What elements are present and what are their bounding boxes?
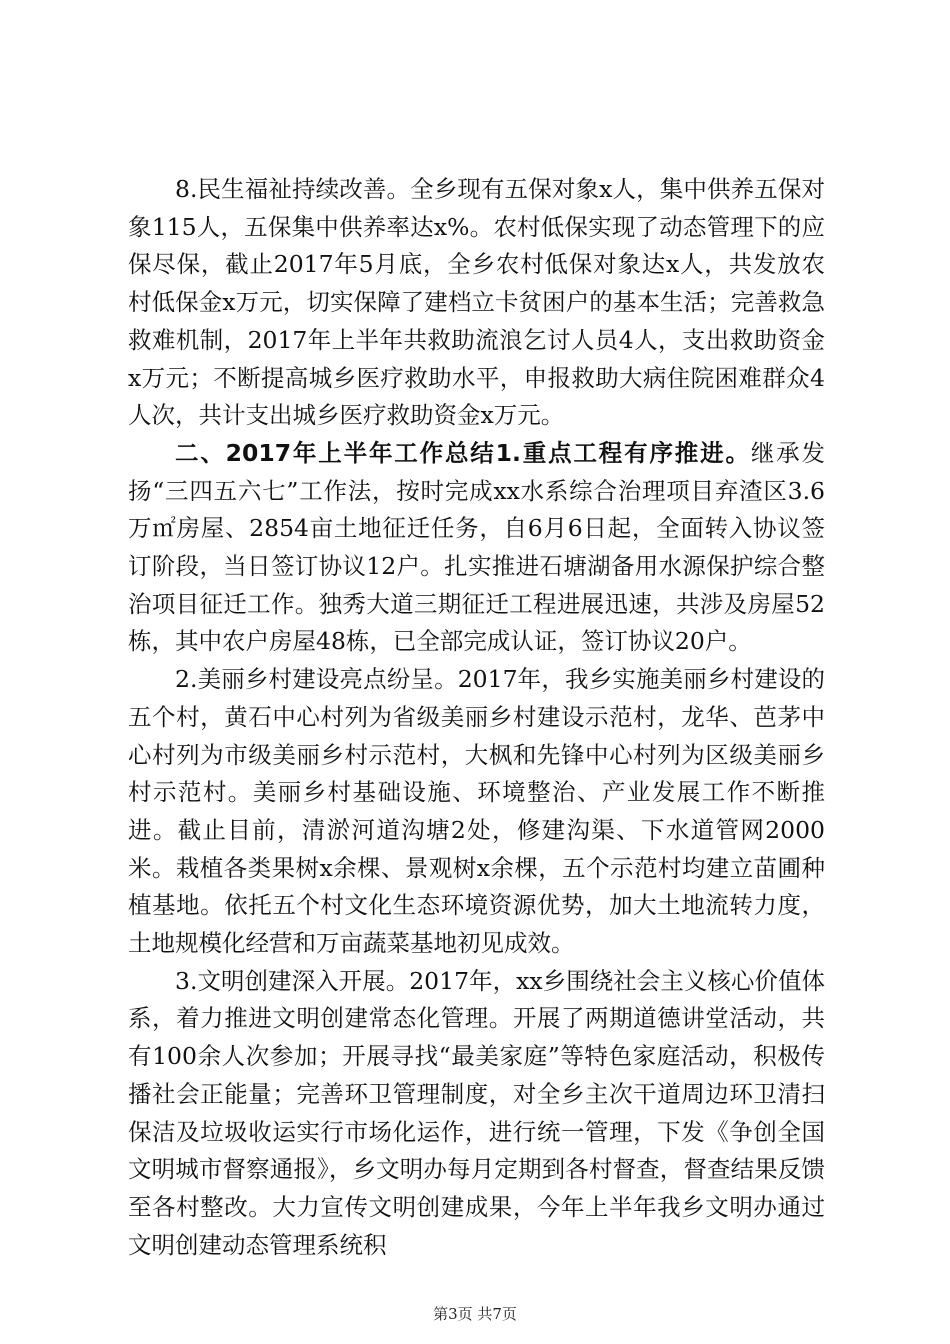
paragraph-key-projects [128, 435, 825, 661]
page-number: 第3页 共7页 [433, 1305, 517, 1323]
paragraph-livelihood: 8.民生福祉持续改善。全乡现有五保对象x人，集中供养五保对象115人，五保集中供养率达x%。农村低保实现了动态管理下的应保尽保，截止2017年5月底，全乡农村低保对象达x人，共发放农村低保金x万元，切实保障了建档立卡贫困户的基本生活；完善救急救难机制，2017年上半年共救助流浪乞讨人员4人，支出救助资金x万元；不断提高城乡医疗救助水平，申报救助大病住院困难群众4人次，共计支出城乡医疗救助资金x万元。 [128, 175, 825, 430]
paragraph-civilization: 3.文明创建深入开展。2017年，xx乡围绕社会主义核心价值体系，着力推进文明创建常态化管理。开展了两期道德讲堂活动，共有100余人次参加；开展寻找“最美家庭”等特色家庭活动，积极传播社会正能量；完善环卫管理制度，对全乡主次干道周边环卫清扫保洁及垃圾收运实行市场化运作，进行统一管理，下发《争创全国文明城市督察通报》，乡文明办每月定期到各村督查，督查结果反馈至各村整改。大力宣传文明创建成果，今年上半年我乡文明办通过文明创建动态管理系统积 [128, 966, 825, 1259]
document-body [128, 171, 825, 1264]
section-heading: 二、2017年上半年工作总结1.重点工程有序推进。 [175, 438, 751, 467]
paragraph-key-projects-body: 继承发扬“三四五六七”工作法，按时完成xx水系综合治理项目弃渣区3.6万㎡房屋、2854亩土地征迁任务，自6月6日起，全面转入协议签订阶段，当日签订协议12户。扎实推进石塘湖备用水源保护综合整治项目征迁工作。独秀大道三期征迁工程进展迅速，共涉及房屋52栋，其中农户房屋48栋，已全部完成认证，签订协议20户。 [128, 438, 826, 656]
paragraph-beautiful-village: 2.美丽乡村建设亮点纷呈。2017年，我乡实施美丽乡村建设的五个村，黄石中心村列为省级美丽乡村建设示范村，龙华、芭茅中心村列为市级美丽乡村示范村，大枫和先锋中心村列为区级美丽乡村示范村。美丽乡村基础设施、环境整治、产业发展工作不断推进。截止目前，清淤河道沟塘2处，修建沟渠、下水道管网2000米。栽植各类果树x余棵、景观树x余棵，五个示范村均建立苗圃种植基地。依托五个村文化生态环境资源优势，加大土地流转力度，土地规模化经营和万亩蔬菜基地初见成效。 [128, 665, 825, 958]
